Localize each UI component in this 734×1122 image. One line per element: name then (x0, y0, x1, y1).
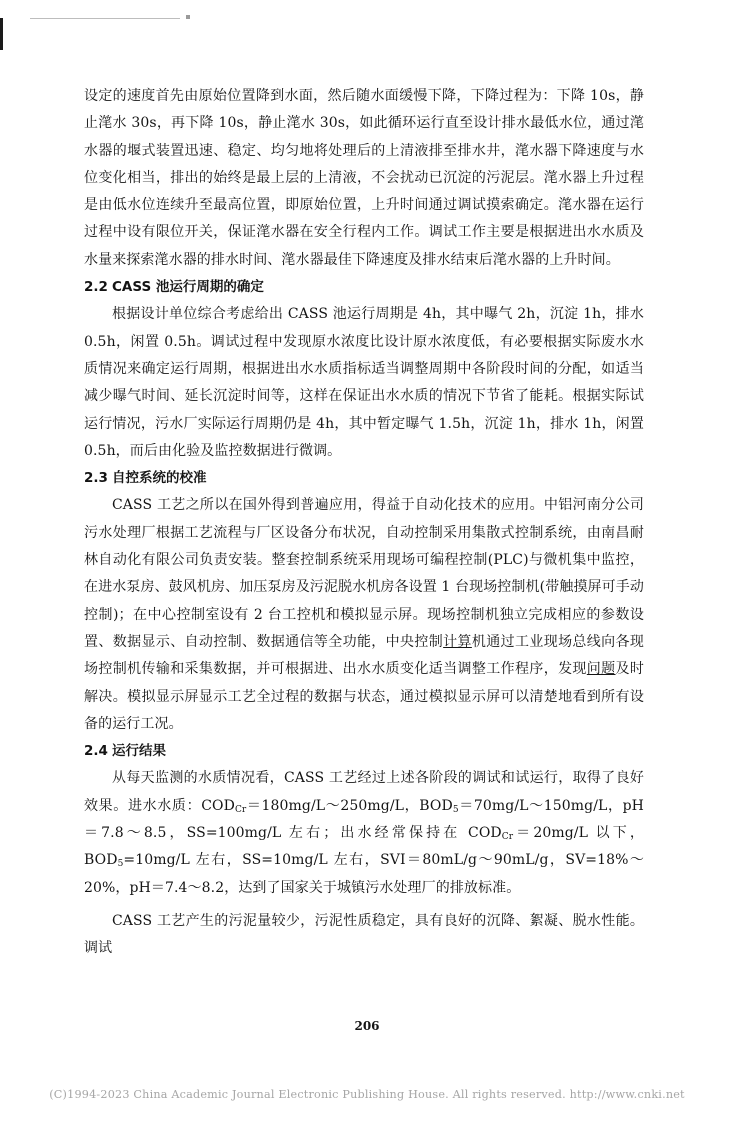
subscript-cr: Cr (234, 804, 247, 815)
scan-edge-mark (0, 18, 3, 50)
top-rule (30, 18, 180, 19)
text-run: ＝20mg/L 以下，BOD (84, 825, 644, 869)
heading-title: CASS 池运行周期的确定 (112, 279, 264, 296)
heading-2-4 (84, 738, 644, 765)
body-text (84, 83, 644, 963)
text-run: 从每天监测的水质情况看，CASS 工艺经过上述各阶段的调试和试运行，取得了良好效果。进水水质：COD (84, 770, 644, 814)
scan-speck (186, 15, 190, 19)
subscript-5: 5 (452, 804, 459, 815)
heading-2-2 (84, 274, 644, 301)
text-run: CASS 工艺之所以在国外得到普遍应用，得益于自动化技术的应用。中铝河南分公司污水处理厂根据工艺流程与厂区设备分布状况，自动控制采用集散式控制系统，由南昌耐林自动化有限公司负责安装。整套控制系统采用现场可编程控制(PLC)与微机集中监控，在进水泵房、鼓风机房、加压泵房及污泥脱水机房各设置 1 台现场控制机(带触摸屏可手动控制)；在中心控制室设有 2 台工控机和模拟显示屏。现场控制机独立完成相应的参数设置、数据显示、自动控制、数据通信等全功能，中央控制 (84, 497, 644, 650)
heading-number: 2.4 (84, 743, 108, 760)
text-run: =10mg/L 左右，SS=10mg/L 左右，SVI＝80mL/g～90mL/g，SV=18%～20%，pH＝7.4～8.2，达到了国家关于城镇污水处理厂的排放标准。 (84, 852, 644, 896)
text-run: 机通过工业现场总线向各现场控制机传输和采集数据，并可根据进、出水水质变化适当调整工作程序，发现 (84, 633, 644, 678)
subscript-cr: Cr (501, 832, 514, 843)
heading-number: 2.2 (84, 279, 108, 296)
underlined-text: 问题 (586, 661, 616, 678)
copyright-footer: (C)1994-2023 China Academic Journal Electronic Publishing House. All rights reserved. http://www.cnki.net (49, 1088, 685, 1101)
subscript-5: 5 (117, 859, 124, 870)
heading-title: 自控系统的校准 (112, 470, 207, 487)
heading-2-3 (84, 465, 644, 492)
text-run: ＝70mg/L～150mg/L，pH＝7.8～8.5，SS=100mg/L 左右；出水经常保持在 COD (84, 797, 644, 842)
page-number: 206 (354, 1019, 380, 1033)
paragraph-results (84, 765, 644, 901)
paragraph-control-system (84, 492, 644, 738)
heading-title: 运行结果 (112, 743, 166, 760)
paragraph-decanter: 设定的速度首先由原始位置降到水面，然后随水面缓慢下降，下降过程为：下降 10s，静止滗水 30s，再下降 10s，静止滗水 30s，如此循环运行直至设计排水最低水位，通过滗水器的堰式装置迅速、稳定、均匀地将处理后的上清液排至排水井，滗水器下降速度与水位变化相当，排出的始终是最上层的上清液，不会扰动已沉淀的污泥层。滗水器上升过程是由低水位连续升至最高位置，即原始位置，上升时间通过调试摸索确定。滗水器在运行过程中设有限位开关，保证滗水器在安全行程内工作。调试工作主要是根据进出水水质及水量来探索滗水器的排水时间、滗水器最佳下降速度及排水结束后滗水器的上升时间。 (84, 88, 644, 268)
paragraph-sludge: CASS 工艺产生的污泥量较少，污泥性质稳定，具有良好的沉降、絮凝、脱水性能。调试 (84, 912, 644, 957)
text-run: 及时解决。模拟显示屏显示工艺全过程的数据与状态，通过模拟显示屏可以清楚地看到所有设备的运行工况。 (84, 661, 644, 732)
heading-number: 2.3 (84, 470, 108, 487)
text-run: ＝180mg/L～250mg/L，BOD (246, 797, 453, 814)
underlined-text: 计算 (443, 633, 472, 650)
paragraph-cycle: 根据设计单位综合考虑给出 CASS 池运行周期是 4h，其中曝气 2h，沉淀 1h，排水 0.5h，闲置 0.5h。调试过程中发现原水浓度比设计原水浓度低，有必要根据实际废水水质情况来确定运行周期，根据进出水水质指标适当调整周期中各阶段时间的分配，如适当减少曝气时间、延长沉淀时间等，这样在保证出水水质的情况下节省了能耗。根据实际试运行情况，污水厂实际运行周期仍是 4h，其中暂定曝气 1.5h，沉淀 1h，排水 1h，闲置 0.5h，而后由化验及监控数据进行微调。 (84, 306, 644, 459)
